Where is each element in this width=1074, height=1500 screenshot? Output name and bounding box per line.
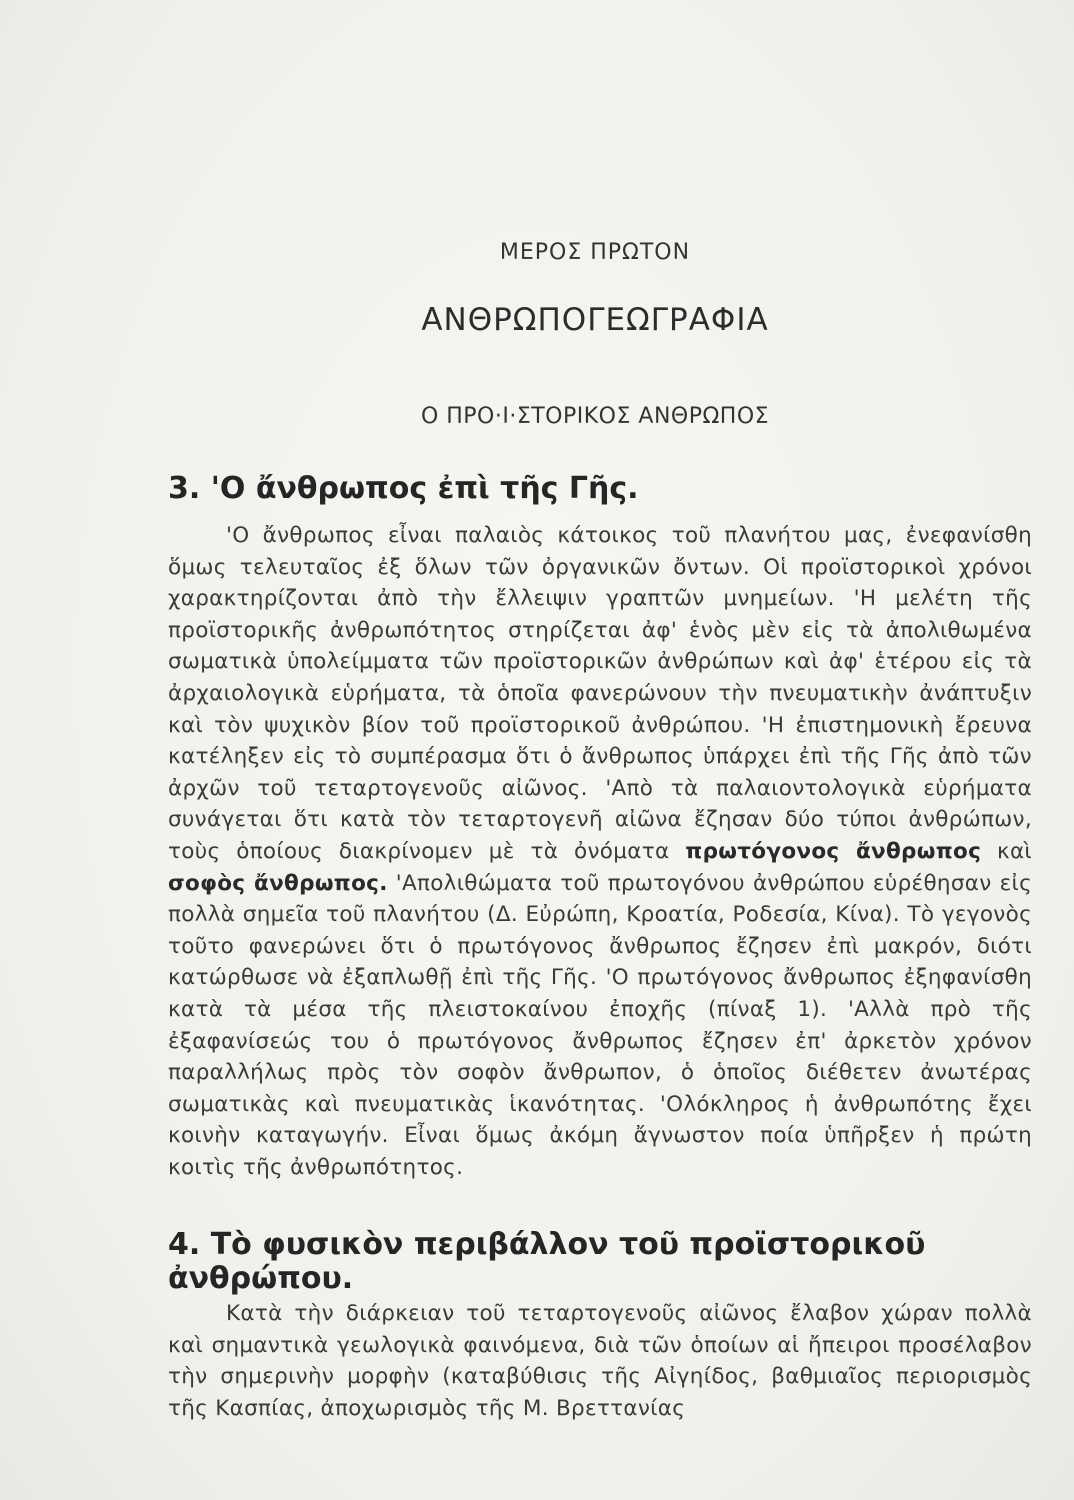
chapter-4-heading: 4. Τὸ φυσικὸν περιβάλλον τοῦ προϊστορικοῦ ἀνθρώπου. bbox=[168, 1227, 926, 1296]
chapter-3-text-part2: 'Απολιθώματα τοῦ πρωτογόνου ἀνθρώπου εὑρέθησαν εἰς πολλὰ σημεῖα τοῦ πλανήτου (Δ. Εὐρώπη, Κροατία, Ροδεσία, Κίνα). Τὸ γεγονὸς τοῦτο φανερώνει ὅτι ὁ πρωτόγονος ἄνθρωπος ἔζησεν ἐπὶ μακρόν, διότι κατώρθωσε νὰ ἐξαπλωθῇ ἐπὶ τῆς Γῆς. 'Ο πρωτόγονος ἄνθρωπος ἐξηφανίσθη κατὰ τὰ μέσα τῆς πλειστοκαίνου ἐποχῆς (πίναξ 1). 'Αλλὰ πρὸ τῆς ἐξαφανίσεώς του ὁ πρωτόγονος ἄνθρωπος ἔζησεν ἐπ' ἀρκετὸν χρόνον παραλλήλως πρὸς τὸν σοφὸν ἄνθρωπον, ὁ ὁποῖος διέθετεν ἀνωτέρας σωματικὰς καὶ πνευματικὰς ἱκανότητας. 'Ολόκληρος ἡ ἀνθρωπότης ἔχει κοινὴν καταγωγήν. Εἶναι ὅμως ἀκόμη ἄγνωστον ποία ὑπῆρξεν ἡ πρώτη κοιτὶς τῆς ἀνθρωπότητος. bbox=[168, 870, 1032, 1180]
chapter-3-conjunction: καὶ bbox=[981, 838, 1033, 864]
chapter-4-paragraph: Κατὰ τὴν διάρκειαν τοῦ τεταρτογενοῦς αἰῶνος ἔλαβον χώραν πολλὰ καὶ σημαντικὰ γεωλογικὰ φαινόμενα, διὰ τῶν ὁποίων αἱ ἤπειροι προσέλαβον τὴν σημερινὴν μορφὴν (καταβύθισις τῆς Αἰγηίδος, βαθμιαῖος περιορισμὸς τῆς Κασπίας, ἀποχωρισμὸς τῆς Μ. Βρεττανίας bbox=[168, 1301, 1032, 1421]
section-title: Ο ΠΡΟ·Ι·ΣΤΟΡΙΚΟΣ ΑΝΘΡΩΠΟΣ bbox=[420, 404, 770, 429]
term-primitive-man: πρωτόγονος ἄνθρωπος bbox=[685, 838, 982, 864]
part-label: ΜΕΡΟΣ ΠΡΩΤΟΝ bbox=[499, 240, 691, 265]
term-wise-man: σοφὸς ἄνθρωπος. bbox=[168, 870, 388, 896]
chapter-3-heading: 3. 'Ο ἄνθρωπος ἐπὶ τῆς Γῆς. bbox=[168, 471, 639, 506]
chapter-3-text-part1: 'Ο ἄνθρωπος εἶναι παλαιὸς κάτοικος τοῦ πλανήτου μας, ἐνεφανίσθη ὅμως τελευταῖος ἐξ ὅλων τῶν ὀργανικῶν ὄντων. Οἱ προϊστορικοὶ χρόνοι χαρακτηρίζονται ἀπὸ τὴν ἔλλειψιν γραπτῶν μνημείων. 'Η μελέτη τῆς προϊστορικῆς ἀνθρωπότητος στηρίζεται ἀφ' ἑνὸς μὲν εἰς τὰ ἀπολιθωμένα σωματικὰ ὑπολείμματα τῶν προϊστορικῶν ἀνθρώπων καὶ ἀφ' ἑτέρου εἰς τὰ ἀρχαιολογικὰ εὑρήματα, τὰ ὁποῖα φανερώνουν τὴν πνευματικὴν ἀνάπτυξιν καὶ τὸν ψυχικὸν βίον τοῦ προϊστορικοῦ ἀνθρώπου. 'Η ἐπιστημονικὴ ἔρευνα κατέληξεν εἰς τὸ συμπέρασμα ὅτι ὁ ἄνθρωπος ὑπάρχει ἐπὶ τῆς Γῆς ἀπὸ τῶν ἀρχῶν τοῦ τεταρτογενοῦς αἰῶνος. 'Απὸ τὰ παλαιοντολογικὰ εὑρήματα συνάγεται ὅτι κατὰ τὸν τεταρτογενῆ αἰῶνα ἔζησαν δύο τύποι ἀνθρώπων, τοὺς ὁποίους διακρίνομεν μὲ τὰ ὀνόματα bbox=[168, 523, 1032, 864]
main-title: ΑΝΘΡΩΠΟΓΕΩΓΡΑΦΙΑ bbox=[421, 302, 769, 338]
chapter-3-paragraph bbox=[168, 520, 1032, 1183]
